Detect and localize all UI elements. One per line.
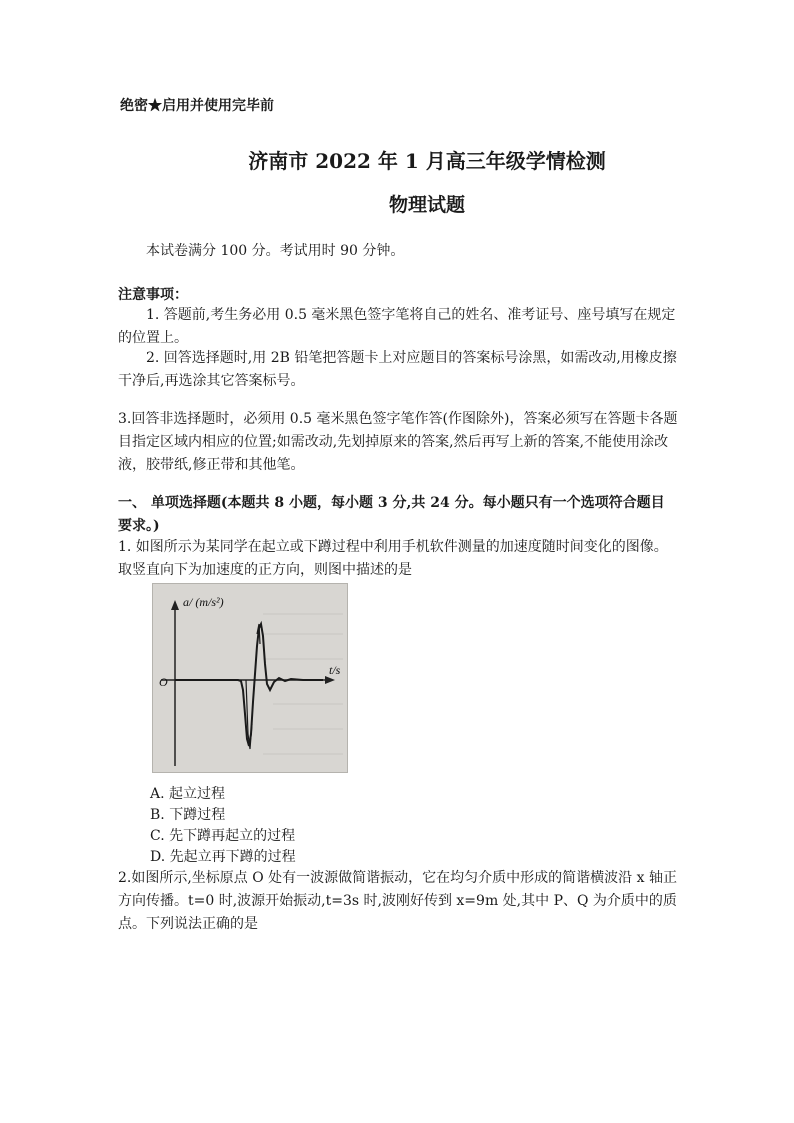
q1-option-d: D. 先起立再下蹲的过程 — [150, 849, 296, 865]
y-axis-label: a/ (m/s²) — [183, 595, 224, 609]
question-2-stem: 2.如图所示,坐标原点 O 处有一波源做简谐振动，它在均匀介质中形成的简谐横波沿 x 轴正方向传播。t=0 时,波源开始振动,t=3s 时,波刚好传到 x=9m 处,其中 P、Q 为介质中的质点。下列说法正确的是 — [118, 870, 677, 932]
exam-subtitle: 物理试题 — [388, 194, 465, 216]
intro-text: 本试卷满分 100 分。考试用时 90 分钟。 — [146, 243, 405, 259]
origin-label: O — [159, 675, 168, 689]
note-item-3: 3.回答非选择题时，必须用 0.5 毫米黑色签字笔作答(作图除外)，答案必须写在答题卡各题目指定区域内相应的位置;如需改动,先划掉原来的答案,然后再写上新的答案,不能使用涂改液，胶带纸,修正带和其他笔。 — [118, 411, 678, 473]
section-heading: 一、 单项选择题(本题共 8 小题，每小题 3 分,共 24 分。每小题只有一个选项符合题目要求。) — [118, 495, 665, 534]
note-item-1: 1. 答题前,考生务必用 0.5 毫米黑色签字笔将自己的姓名、准考证号、座号填写在规定的位置上。 — [118, 307, 676, 346]
note-item-2: 2. 回答选择题时,用 2B 铅笔把答题卡上对应题目的答案标号涂黑，如需改动,用橡皮擦干净后,再选涂其它答案标号。 — [118, 350, 677, 389]
q1-option-c: C. 先下蹲再起立的过程 — [150, 828, 296, 844]
acceleration-time-graph — [152, 583, 348, 773]
notes-heading: 注意事项： — [118, 287, 188, 303]
confidential-label: 绝密★启用并使用完毕前 — [120, 98, 274, 114]
y-axis-arrow — [171, 600, 179, 610]
q1-option-b: B. 下蹲过程 — [150, 807, 226, 823]
acceleration-curve — [175, 624, 323, 746]
q1-option-a: A. 起立过程 — [150, 786, 226, 802]
x-axis-arrow — [325, 676, 335, 684]
question-1-stem: 1. 如图所示为某同学在起立或下蹲过程中利用手机软件测量的加速度随时间变化的图像。取竖直向下为加速度的正方向，则图中描述的是 — [118, 539, 668, 578]
exam-title: 济南市 2022 年 1 月高三年级学情检测 — [248, 149, 606, 173]
x-axis-label: t/s — [329, 663, 341, 677]
